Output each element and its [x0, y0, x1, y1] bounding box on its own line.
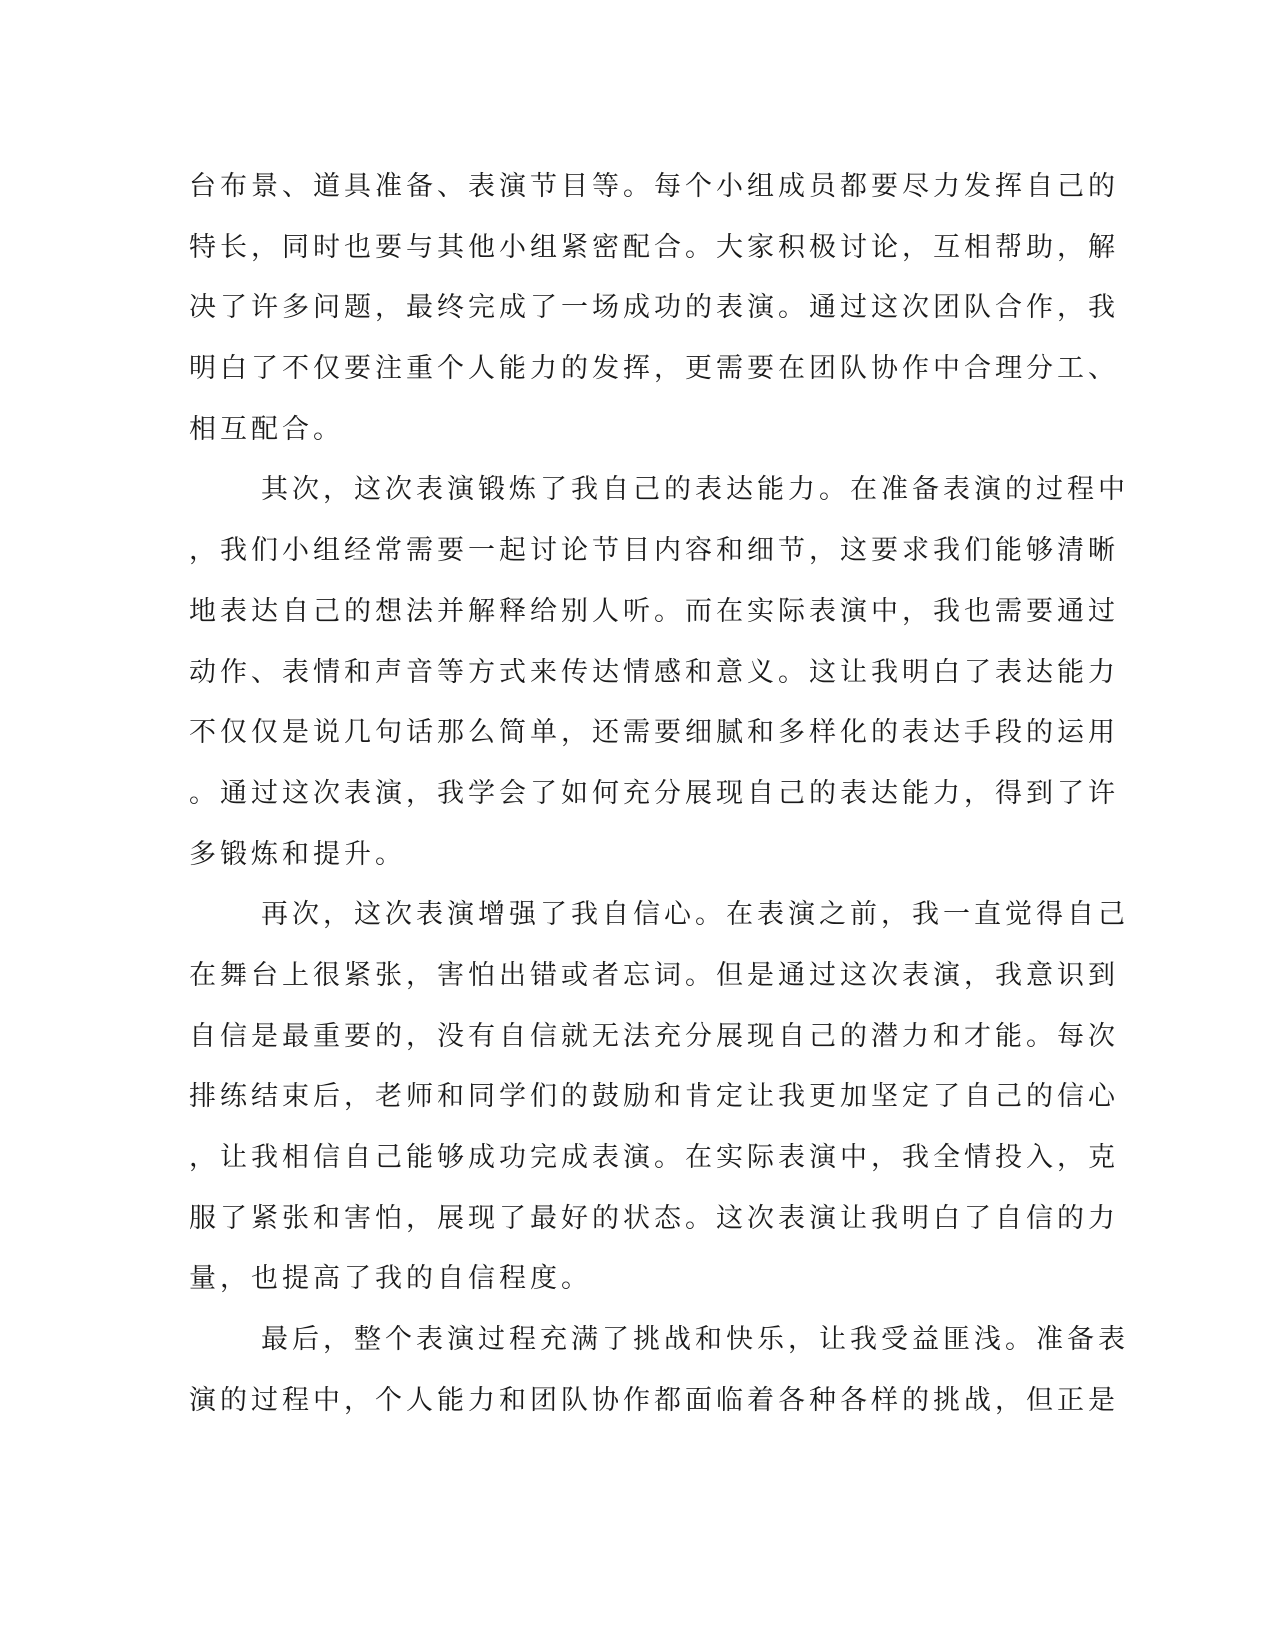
- body-text: [189, 157, 1129, 1431]
- text-line: 地表达自己的想法并解释给别人听。而在实际表演中，我也需要通过: [189, 595, 1119, 627]
- text-line: ，让我相信自己能够成功完成表演。在实际表演中，我全情投入，克: [189, 1142, 1119, 1173]
- text-line: 不仅仅是说几句话那么简单，还需要细腻和多样化的表达手段的运用: [189, 717, 1119, 749]
- text-line: 多锻炼和提升。: [189, 838, 406, 870]
- text-line: 特长，同时也要与其他小组紧密配合。大家积极讨论，互相帮助，解: [189, 231, 1119, 263]
- paragraph-first-line: 再次，这次表演增强了我自信心。在表演之前，我一直觉得自己: [261, 899, 1129, 931]
- text-line: 相互配合。: [189, 413, 344, 445]
- paragraph-first-line: 最后，整个表演过程充满了挑战和快乐，让我受益匪浅。准备表: [261, 1324, 1129, 1356]
- text-line: 。通过这次表演，我学会了如何充分展现自己的表达能力，得到了许: [189, 777, 1119, 809]
- text-line: ，我们小组经常需要一起讨论节目内容和细节，这要求我们能够清晰: [189, 535, 1119, 567]
- text-line: 在舞台上很紧张，害怕出错或者忘词。但是通过这次表演，我意识到: [189, 959, 1119, 991]
- text-line: 排练结束后，老师和同学们的鼓励和肯定让我更加坚定了自己的信心: [189, 1081, 1119, 1113]
- text-line: 量，也提高了我的自信程度。: [189, 1263, 592, 1295]
- text-line: 动作、表情和声音等方式来传达情感和意义。这让我明白了表达能力: [189, 656, 1119, 688]
- text-line: 明白了不仅要注重个人能力的发挥，更需要在团队协作中合理分工、: [189, 353, 1119, 385]
- text-line: 自信是最重要的，没有自信就无法充分展现自己的潜力和才能。每次: [189, 1020, 1119, 1052]
- text-line: 演的过程中，个人能力和团队协作都面临着各种各样的挑战，但正是: [189, 1384, 1119, 1416]
- paragraph-first-line: 其次，这次表演锻炼了我自己的表达能力。在准备表演的过程中: [261, 474, 1129, 506]
- text-line: 台布景、道具准备、表演节目等。每个小组成员都要尽力发挥自己的: [189, 171, 1119, 202]
- text-line: 决了许多问题，最终完成了一场成功的表演。通过这次团队合作，我: [189, 292, 1119, 324]
- text-line: 服了紧张和害怕，展现了最好的状态。这次表演让我明白了自信的力: [189, 1202, 1119, 1234]
